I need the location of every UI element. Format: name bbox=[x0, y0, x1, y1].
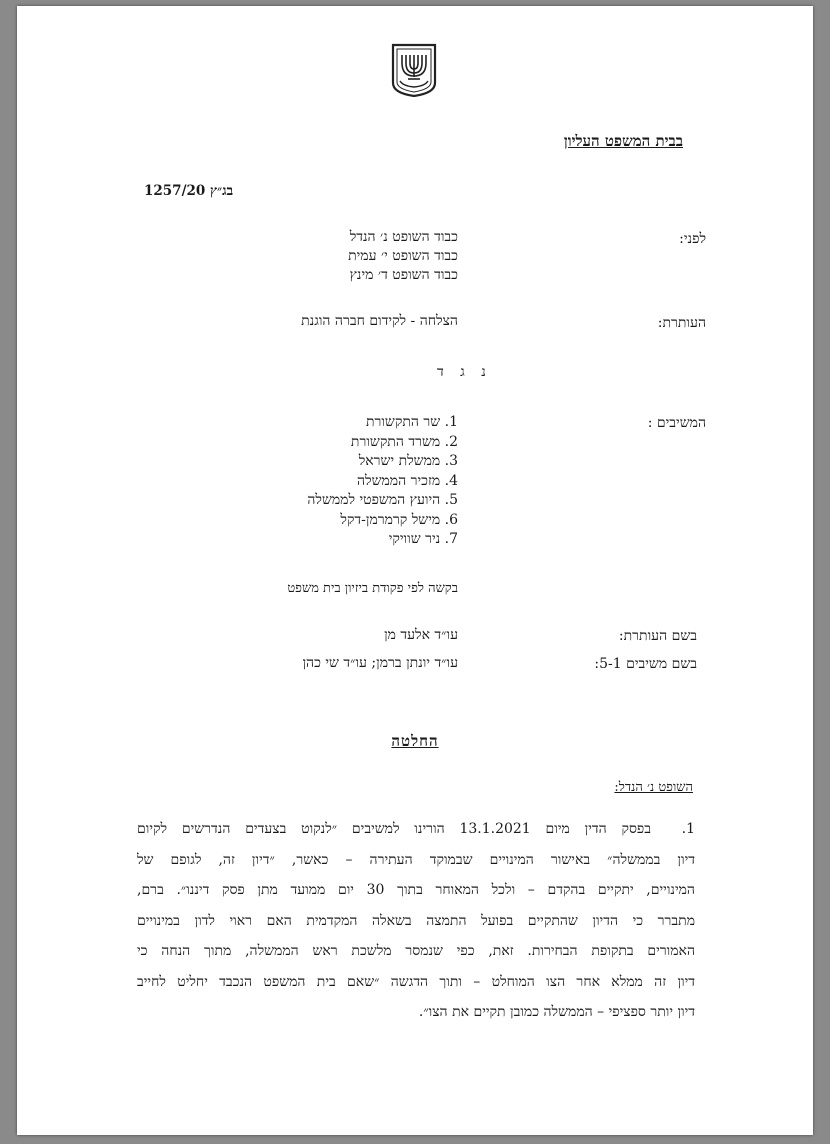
paragraph-line: דיון יותר ספציפי – הממשלה כמובן תקיים את הצו״. bbox=[418, 1004, 695, 1020]
paragraph-number: 1. bbox=[681, 821, 695, 837]
respondents-list bbox=[307, 413, 458, 550]
paragraph-line: מתברר כי הדיון שהתקיים בפועל התמצה בשאלה המקדמית האם ראוי לדון במינויים bbox=[137, 912, 695, 929]
paragraph-line: האמורים בתקופת הבחירות. זאת, כפי שנמסר מלשכת ראש הממשלה, מתוך הנחה כי bbox=[137, 943, 695, 959]
judge-name: כבוד השופט י׳ עמית bbox=[348, 248, 458, 264]
paragraph-line bbox=[137, 814, 695, 845]
judge-name: כבוד השופט ד׳ מינץ bbox=[349, 267, 458, 283]
respondent-item: 4. מזכיר הממשלה bbox=[356, 472, 458, 489]
decision-paragraph bbox=[137, 814, 695, 1028]
decision-title-text: החלטה bbox=[391, 732, 439, 750]
respondents-counsel-label: בשם משיבים 5-1: bbox=[594, 656, 697, 672]
respondent-item: 6. מישל קרמרמן-דקל bbox=[340, 511, 458, 528]
state-emblem-icon bbox=[389, 43, 439, 97]
case-number: בג״ץ 1257/20 bbox=[144, 183, 234, 199]
panel-label: לפני: bbox=[679, 231, 706, 247]
document-page bbox=[17, 6, 813, 1135]
judge-heading: השופט נ׳ הנדל: bbox=[614, 780, 693, 795]
respondent-item: 3. ממשלת ישראל bbox=[358, 453, 458, 469]
respondent-item: 2. משרד התקשורת bbox=[350, 433, 458, 450]
respondent-item: 1. שר התקשורת bbox=[365, 414, 458, 430]
petitioner-counsel-label: בשם העותרת: bbox=[618, 628, 697, 644]
paragraph-line-text: בפסק הדין מיום 13.1.2021 הורינו למשיבים ״לנקוט בצעדים הנדרשים לקיום bbox=[137, 821, 652, 837]
request-type: בקשה לפי פקודת ביזיון בית משפט bbox=[287, 581, 458, 596]
paragraph-line: דיון זה ממלא אחר הצו המוחלט – ותוך הדגשה ״שאם בית המשפט הנכבד יחליט לחייב bbox=[137, 973, 695, 990]
court-name: בבית המשפט העליון bbox=[563, 132, 683, 150]
respondent-item: 5. היועץ המשפטי לממשלה bbox=[307, 492, 458, 508]
judge-name: כבוד השופט נ׳ הנדל bbox=[349, 229, 458, 245]
versus-label: נ ג ד bbox=[437, 364, 492, 380]
decision-title bbox=[17, 732, 813, 751]
respondents-counsel-name: עו״ד יונתן ברמן; עו״ד שי כהן bbox=[302, 655, 458, 671]
judges-list bbox=[348, 228, 458, 285]
petitioner-name: הצלחה - לקידום חברה הוגנת bbox=[301, 313, 458, 329]
petitioner-label: העותרת: bbox=[657, 315, 706, 331]
respondent-item: 7. ניר שוויקי bbox=[388, 531, 458, 547]
paragraph-line: דיון בממשלה״ באישור המינויים שבמוקד העתירה – כאשר, ״דיון זה, לגופם של bbox=[137, 851, 695, 868]
petitioner-counsel-name: עו״ד אלעד מן bbox=[384, 627, 458, 643]
respondents-label: המשיבים : bbox=[647, 415, 706, 431]
paragraph-line: המינויים, יתקיים בהקדם – ולכל המאוחר בתוך 30 יום ממועד מתן פסק דיננו״. ברם, bbox=[137, 882, 695, 898]
